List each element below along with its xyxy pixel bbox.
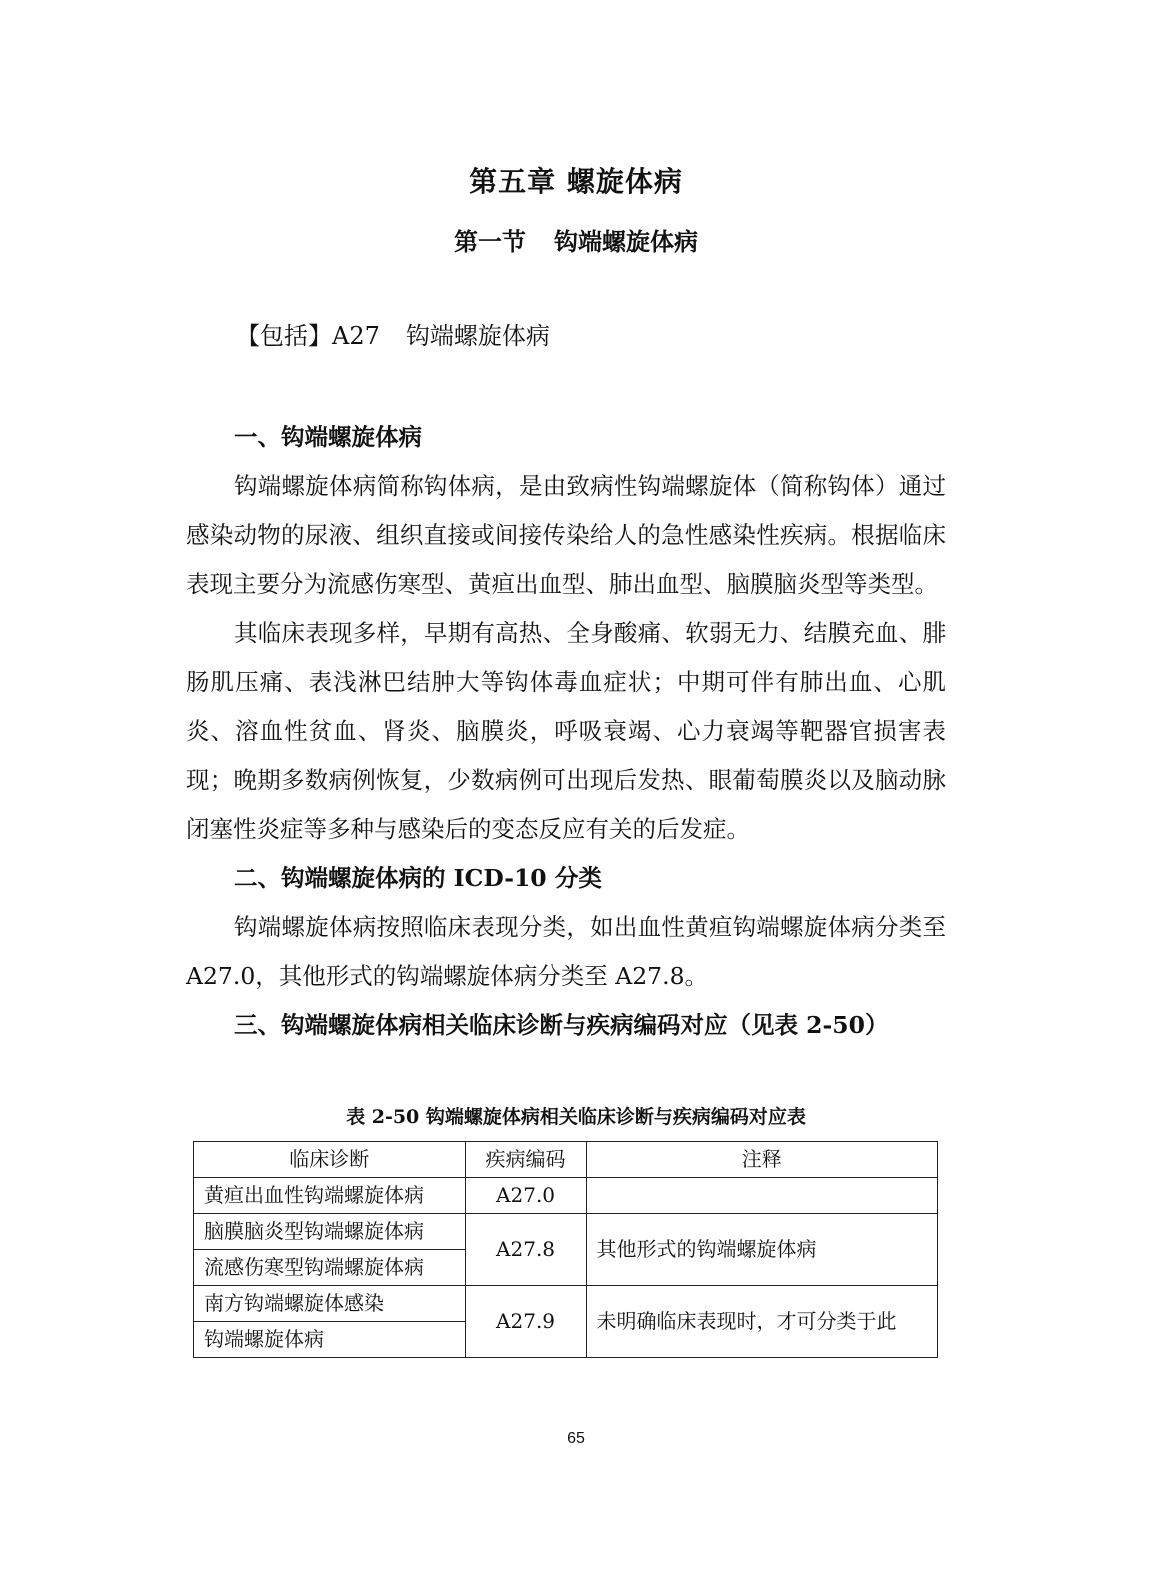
code-cell: A27.8 — [465, 1214, 586, 1286]
table-row — [194, 1286, 938, 1322]
diagnosis-cell: 南方钩端螺旋体感染 — [194, 1286, 466, 1322]
page-number: 65 — [567, 1430, 585, 1447]
includes-line — [236, 316, 550, 351]
section-name: 钩端螺旋体病 — [554, 227, 698, 256]
code-cell: A27.9 — [465, 1286, 586, 1358]
header-note: 注释 — [586, 1142, 938, 1178]
note-cell — [586, 1178, 938, 1214]
table-caption: 表 2-50 钩端螺旋体病相关临床诊断与疾病编码对应表 — [346, 1106, 806, 1128]
diagnosis-cell: 黄疸出血性钩端螺旋体病 — [194, 1178, 466, 1214]
note-cell: 未明确临床表现时，才可分类于此 — [586, 1286, 938, 1358]
table-row — [194, 1214, 938, 1250]
heading-1: 一、钩端螺旋体病 — [234, 423, 422, 451]
heading-3: 三、钩端螺旋体病相关临床诊断与疾病编码对应（见表 2-50） — [234, 1011, 889, 1039]
header-code: 疾病编码 — [465, 1142, 586, 1178]
diagnosis-cell: 钩端螺旋体病 — [194, 1322, 466, 1358]
includes-label: 【包括】A27 — [236, 322, 380, 350]
paragraph: 钩端螺旋体病简称钩体病，是由致病性钩端螺旋体（简称钩体）通过感染动物的尿液、组织直接或间接传染给人的急性感染性疾病。根据临床表现主要分为流感伤寒型、黄疸出血型、肺出血型、脑膜脑炎型等类型。 — [186, 472, 946, 598]
table-header-row — [194, 1142, 938, 1178]
paragraph: 钩端螺旋体病按照临床表现分类，如出血性黄疸钩端螺旋体病分类至 A27.0，其他形式的钩端螺旋体病分类至 A27.8。 — [186, 913, 946, 990]
header-diagnosis: 临床诊断 — [194, 1142, 466, 1178]
diagnosis-cell: 脑膜脑炎型钩端螺旋体病 — [194, 1214, 466, 1250]
body-content — [186, 413, 946, 1050]
diagnosis-cell: 流感伤寒型钩端螺旋体病 — [194, 1250, 466, 1286]
code-cell: A27.0 — [465, 1178, 586, 1214]
diagnosis-code-table — [193, 1141, 938, 1358]
note-cell: 其他形式的钩端螺旋体病 — [586, 1214, 938, 1286]
heading-2: 二、钩端螺旋体病的 ICD-10 分类 — [234, 864, 602, 892]
table-row — [194, 1178, 938, 1214]
includes-text: 钩端螺旋体病 — [405, 322, 550, 350]
paragraph: 其临床表现多样，早期有高热、全身酸痛、软弱无力、结膜充血、腓肠肌压痛、表浅淋巴结肿大等钩体毒血症状；中期可伴有肺出血、心肌炎、溶血性贫血、肾炎、脑膜炎，呼吸衰竭、心力衰竭等靶器官损害表现；晚期多数病例恢复，少数病例可出现后发热、眼葡萄膜炎以及脑动脉闭塞性炎症等多种与感染后的变态反应有关的后发症。 — [186, 619, 946, 843]
section-title — [0, 222, 1152, 257]
section-number: 第一节 — [454, 227, 526, 256]
chapter-title: 第五章 螺旋体病 — [469, 165, 683, 198]
